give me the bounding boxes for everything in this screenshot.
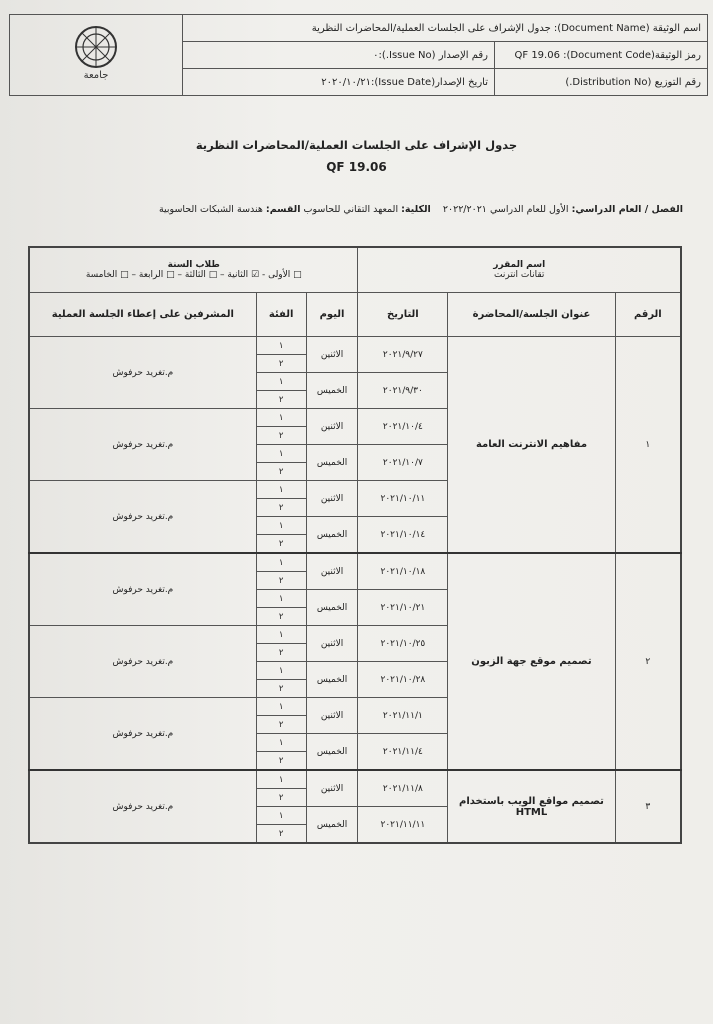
group-number: ١ (256, 409, 306, 427)
session-day: الخميس (306, 590, 358, 626)
supervisor-name: م.تغريد حرفوش (29, 481, 256, 554)
distribution-no: رقم التوزيع (Distribution No.) (495, 69, 708, 96)
session-title: تصميم موقع جهة الزبون (448, 553, 615, 770)
info-line (159, 204, 683, 215)
session-date: ٢٠٢١/١١/١١ (358, 807, 448, 844)
session-date: ٢٠٢١/١١/١ (358, 698, 448, 734)
group-number: ١ (256, 373, 306, 391)
group-number: ٢ (256, 499, 306, 517)
row-number: ٢ (615, 553, 681, 770)
group-number: ١ (256, 553, 306, 572)
supervisor-name: م.تغريد حرفوش (29, 698, 256, 771)
document-header (9, 14, 708, 96)
session-day: الخميس (306, 517, 358, 554)
col-group: الفئة (256, 293, 306, 337)
session-date: ٢٠٢١/٩/٣٠ (358, 373, 448, 409)
session-date: ٢٠٢١/١٠/١١ (358, 481, 448, 517)
document-code-title: QF 19.06 (326, 160, 387, 174)
svg-text:جامعة: جامعة (83, 69, 109, 81)
session-date: ٢٠٢١/٩/٢٧ (358, 337, 448, 373)
session-day: الخميس (306, 662, 358, 698)
row-number: ٣ (615, 770, 681, 843)
session-day: الاثنين (306, 409, 358, 445)
group-number: ٢ (256, 463, 306, 481)
session-day: الاثنين (306, 481, 358, 517)
group-number: ٢ (256, 789, 306, 807)
course-name: تقانات انترنت (494, 270, 545, 280)
group-number: ٢ (256, 825, 306, 844)
group-number: ١ (256, 626, 306, 644)
group-number: ١ (256, 698, 306, 716)
session-day: الاثنين (306, 626, 358, 662)
college-value: المعهد التقاني للحاسوب (303, 204, 399, 215)
session-date: ٢٠٢١/١٠/٤ (358, 409, 448, 445)
group-number: ١ (256, 337, 306, 355)
group-number: ١ (256, 445, 306, 463)
document-title: جدول الإشراف على الجلسات العملية/المحاضرات النظرية (195, 138, 518, 152)
table-row (29, 770, 681, 789)
supervisor-name: م.تغريد حرفوش (29, 770, 256, 843)
session-day: الخميس (306, 373, 358, 409)
year-options: □ الأولى - ☑ الثانية – □ الثالثة – □ الرابعة – □ الخامسة (85, 270, 302, 280)
col-date: التاريخ (358, 293, 448, 337)
session-date: ٢٠٢١/١٠/٧ (358, 445, 448, 481)
session-title: تصميم مواقع الويب باستخدام HTML (448, 770, 615, 843)
semester-label: الفصل / العام الدراسي: (571, 204, 683, 215)
group-number: ١ (256, 662, 306, 680)
session-day: الخميس (306, 807, 358, 844)
doc-code: رمز الوثيقة(Document Code): QF 19.06 (495, 42, 708, 69)
group-number: ٢ (256, 391, 306, 409)
group-number: ٢ (256, 608, 306, 626)
group-number: ١ (256, 590, 306, 608)
university-seal-icon (66, 23, 126, 85)
group-number: ٢ (256, 572, 306, 590)
session-date: ٢٠٢١/١٠/٢٨ (358, 662, 448, 698)
session-day: الاثنين (306, 553, 358, 590)
group-number: ٢ (256, 680, 306, 698)
table-row (29, 553, 681, 572)
year-label: طلاب السنة (167, 260, 220, 270)
session-day: الاثنين (306, 337, 358, 373)
group-number: ٢ (256, 644, 306, 662)
table-row (29, 337, 681, 355)
supervisor-name: م.تغريد حرفوش (29, 553, 256, 626)
group-number: ٢ (256, 427, 306, 445)
group-number: ١ (256, 807, 306, 825)
group-number: ١ (256, 734, 306, 752)
col-title: عنوان الجلسة/المحاضرة (448, 293, 615, 337)
session-day: الاثنين (306, 770, 358, 807)
session-date: ٢٠٢١/١٠/١٤ (358, 517, 448, 554)
session-date: ٢٠٢١/١١/٨ (358, 770, 448, 807)
issue-date: تاريخ الإصدار(Issue Date):٢٠٢٠/١٠/٢١ (183, 69, 495, 96)
group-number: ١ (256, 517, 306, 535)
semester-value: الأول للعام الدراسي ٢٠٢٢/٢٠٢١ (442, 204, 569, 215)
year-cell (29, 247, 358, 293)
group-number: ١ (256, 481, 306, 499)
issue-no: رقم الإصدار (Issue No.):٠ (183, 42, 495, 69)
col-no: الرقم (615, 293, 681, 337)
university-logo (10, 15, 183, 96)
group-number: ٢ (256, 752, 306, 771)
session-title: مفاهيم الانترنت العامة (448, 337, 615, 554)
course-cell (358, 247, 681, 293)
group-number: ٢ (256, 716, 306, 734)
supervisor-name: م.تغريد حرفوش (29, 626, 256, 698)
session-date: ٢٠٢١/١٠/٢٥ (358, 626, 448, 662)
dept-value: هندسة الشبكات الحاسوبية (158, 204, 263, 215)
supervisor-name: م.تغريد حرفوش (29, 409, 256, 481)
supervision-table (28, 246, 682, 844)
course-label: اسم المقرر (493, 260, 546, 270)
college-label: الكلية: (401, 204, 431, 215)
dept-label: القسم: (265, 204, 301, 215)
session-day: الخميس (306, 734, 358, 771)
session-day: الاثنين (306, 698, 358, 734)
session-day: الخميس (306, 445, 358, 481)
col-day: اليوم (306, 293, 358, 337)
group-number: ٢ (256, 535, 306, 554)
doc-name: اسم الوثيقة (Document Name): جدول الإشراف على الجلسات العملية/المحاضرات النظرية (183, 15, 708, 42)
group-number: ١ (256, 770, 306, 789)
session-date: ٢٠٢١/١٠/٢١ (358, 590, 448, 626)
group-number: ٢ (256, 355, 306, 373)
row-number: ١ (615, 337, 681, 554)
supervisor-name: م.تغريد حرفوش (29, 337, 256, 409)
session-date: ٢٠٢١/١٠/١٨ (358, 553, 448, 590)
session-date: ٢٠٢١/١١/٤ (358, 734, 448, 771)
col-supervisors: المشرفين على إعطاء الجلسة العملية (29, 293, 256, 337)
